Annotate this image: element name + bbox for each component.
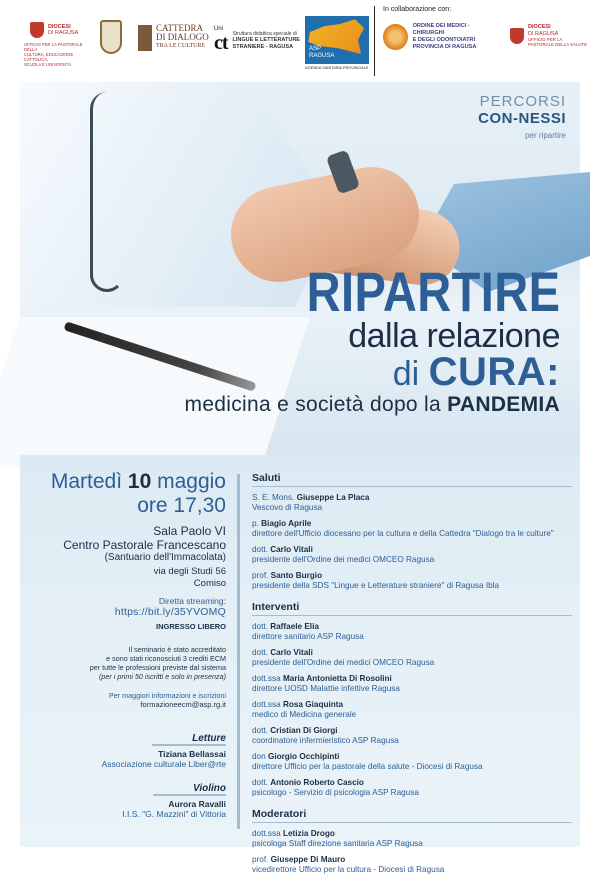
column-divider [237,474,240,829]
speaker-title: dott. [252,648,268,657]
logo-strip [0,0,600,80]
ecm-line: e sono stati riconosciuti 3 crediti ECM [106,654,226,663]
speaker-name: Letizia Drogo [282,829,335,838]
violino-org: I.I.S. "G. Mazzini" di Vittoria [122,809,226,819]
speaker-name: Santo Burgio [270,571,323,580]
speaker-entry [252,648,572,668]
logo-line: LINGUE E LETTERATURE [232,37,300,44]
info-label: Per maggiori informazioni e iscrizioni [108,691,226,700]
speaker-name: Maria Antonietta Di Rosolini [282,674,392,683]
speaker-role: medico di Medicina generale [252,710,357,719]
speaker-title: dott.ssa [252,674,281,683]
violino-name: Aurora Ravalli [168,799,226,809]
speaker-title: dott. [252,726,268,735]
diocesi-ragusa-cultura-logo [30,22,78,38]
speaker-title: dott. [252,545,268,554]
streaming-link[interactable]: https://bit.ly/35YVOMQ [114,606,226,618]
uni-ct-logo [214,26,300,55]
moderatori-heading: Moderatori [252,808,572,823]
crest-icon [100,20,122,54]
speaker-entry [252,519,572,539]
asp-label [309,46,334,60]
cattedra-logo [138,24,209,51]
speaker-entry [252,571,572,591]
ecm-note: (per i primi 50 iscritti e solo in presenza) [98,672,226,681]
speaker-role: direttore dell'Ufficio diocesano per la cultura e della Cattedra "Dialogo tra le culture" [252,529,554,538]
connessi-line: CON-NESSI [478,110,566,127]
collaboration-box [374,6,498,76]
logo-line: E DEGLI ODONTOIATRI [412,37,476,43]
speaker-role: presidente dell'Ordine dei medici OMCEO Ragusa [252,658,435,667]
speaker-title: prof. [252,571,269,580]
speaker-title: p. [252,519,259,528]
speaker-role: direttore sanitario ASP Ragusa [252,632,364,641]
event-day-number: 10 [127,470,152,493]
logo-line: CULTURA, EDUCAZIONE CATTOLICA, [24,52,74,62]
logo-line: DI RAGUSA [48,30,79,36]
speaker-name: Giorgio Occhipinti [267,752,340,761]
per-ripartire-line: per ripartire [525,131,566,140]
info-email[interactable]: formazioneecm@asp.rg.it [140,700,226,709]
uni-label: Uni [214,26,224,32]
speaker-entry [252,700,572,720]
speaker-role: psicologa Staff direzione sanitaria ASP Ragusa [252,839,423,848]
speaker-role: presidente della SDS "Lingue e Letterature straniere" di Ragusa Ibla [252,581,500,590]
speaker-role: vicedirettore Ufficio per la cultura - Diocesi di Ragusa [252,865,445,874]
event-day: Martedì [50,470,123,493]
speaker-entry [252,829,572,849]
speaker-role: presidente dell'Ordine dei medici OMCEO Ragusa [252,555,435,564]
event-date [40,470,226,494]
speaker-entry [252,752,572,772]
speaker-title: don [252,752,266,761]
speaker-name: Antonio Roberto Cascio [270,778,364,787]
collab-label: In collaborazione con: [383,6,452,13]
ecm-line: Il seminario è stato accreditato [128,645,226,654]
title-pandemia: PANDEMIA [447,393,560,416]
logo-line: DIOCESI [528,24,551,30]
speaker-entry [252,493,572,513]
letture-heading: Letture [152,733,226,746]
ecm-line: per tutte le professioni previste dal sistema [89,663,226,672]
speaker-name: Raffaele Elia [270,622,319,631]
title-subtitle [185,393,560,417]
logo-line: PROVINCIA DI RAGUSA [412,44,477,50]
logo-line: TRA LE CULTURE [156,43,206,49]
logo-line: DIOCESI [48,23,71,30]
ct-mark-icon: ct [214,32,228,54]
speaker-name: Giuseppe La Placa [296,493,370,502]
venue-center: Centro Pastorale Francescano [63,538,226,552]
title-ripartire: RIPARTIRE [306,260,560,323]
cattedra-icon [138,25,152,51]
speaker-role: Vescovo di Ragusa [252,503,323,512]
saluti-heading: Saluti [252,472,572,487]
speaker-entry [252,778,572,798]
title-di: di [392,355,420,393]
speaker-title: dott. [252,778,268,787]
diocesi-cultura-subtitle [24,42,94,67]
venue-sanctuary: (Santuario dell'Immacolata) [104,552,226,563]
speaker-title: dott.ssa [252,829,281,838]
bishop-crest-logo [100,20,122,54]
venue-street: via degli Studi 56 [153,566,226,577]
speaker-title: S. E. Mons. [252,493,295,502]
program-column [252,472,572,881]
event-title [184,260,560,417]
logo-line: SCUOLA E UNIVERSITÀ [24,62,72,67]
omceo-logo [383,23,498,51]
speaker-entry [252,674,572,694]
free-entry-label: INGRESSO LIBERO [155,622,226,631]
event-time: ore 17,30 [137,494,226,517]
speaker-entry [252,622,572,642]
omceo-emblem-icon [383,24,408,50]
logo-line: CATTEDRA [156,23,203,33]
logo-line: UFFICIO PER LA PASTORALE DELLA [24,42,83,52]
logo-line: DI DIALOGO [156,32,209,42]
diocesi-ragusa-salute-logo [510,24,587,47]
venue-city: Comiso [193,578,226,589]
speaker-title: prof. [252,855,269,864]
speaker-role: coordinatore infermieristico ASP Ragusa [252,736,399,745]
event-info-column [40,470,226,819]
diocesi-shield-icon [30,22,44,38]
interventi-heading: Interventi [252,601,572,616]
speaker-name: Rosa Giaquinta [282,700,344,709]
percorsi-connessi-badge [478,94,566,140]
logo-line: ORDINE DEI MEDICI - CHIRURGHI [412,23,470,36]
speaker-name: Giuseppe Di Mauro [270,855,346,864]
diocesi-shield-icon [510,28,524,44]
logo-line: PASTORALE DELLA SALUTE [528,42,588,47]
asp-subtitle: AZIENDA SANITARIA PROVINCIALE [305,66,369,70]
percorsi-line: PERCORSI [479,93,566,110]
speaker-title: dott. [252,622,268,631]
streaming-label: Diretta streaming: [158,596,226,606]
speaker-role: direttore UOSD Malattie infettive Ragusa [252,684,400,693]
logo-line: DI RAGUSA [528,30,559,37]
logo-line: RAGUSA [309,53,335,59]
event-month: maggio [157,470,226,493]
venue-hall: Sala Paolo VI [153,524,226,538]
speaker-role: direttore Ufficio per la pastorale della salute - Diocesi di Ragusa [252,762,483,771]
ecm-notice [40,645,226,681]
violino-heading: Violino [153,783,226,796]
speaker-role: psicologo - Servizio di psicologia ASP Ragusa [252,788,419,797]
letture-org: Associazione culturale Liber@rte [101,759,226,769]
logo-line: ASP [309,46,322,52]
speaker-name: Biagio Aprile [261,519,312,528]
speaker-name: Carlo Vitali [270,545,313,554]
speaker-name: Cristian Di Giorgi [270,726,338,735]
title-dalla-relazione: dalla relazione [348,317,560,355]
speaker-entry [252,855,572,875]
speaker-title: dott.ssa [252,700,281,709]
speaker-entry [252,545,572,565]
asp-ragusa-logo [305,16,369,64]
speaker-entry [252,726,572,746]
title-medicina: medicina e società dopo la [184,393,441,416]
logo-line: Struttura didattica speciale di [232,30,297,37]
title-cura: CURA: [428,350,560,394]
title-di-cura [185,350,560,394]
logo-line: UFFICIO PER LA [528,37,563,42]
logo-line: STRANIERE - RAGUSA [232,43,294,50]
letture-name: Tiziana Bellassai [158,749,226,759]
asp-sicily-icon [305,16,369,64]
speaker-name: Carlo Vitali [270,648,313,657]
stethoscope-icon [90,92,124,292]
